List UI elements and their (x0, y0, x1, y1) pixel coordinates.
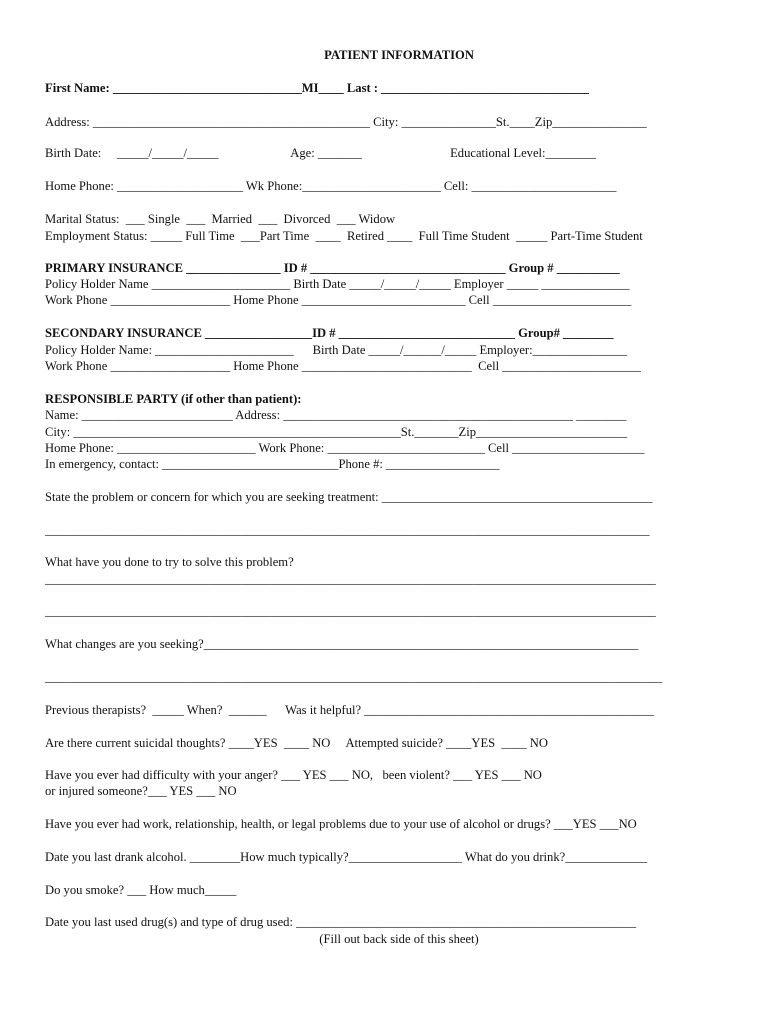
page-title: PATIENT INFORMATION (324, 48, 474, 62)
last-drug-use-line: Date you last used drug(s) and type of drug used: ______________________________________________________ (45, 915, 637, 929)
primary-phone-line: Work Phone ___________________ Home Phone __________________________ Cell ______________________ (45, 293, 632, 307)
anger-question-line: Have you ever had difficulty with your anger? ___ YES ___ NO, been violent? ___ YES ___ NO (45, 768, 542, 782)
phone-line: Home Phone: ____________________ Wk Phone:______________________ Cell: _______________________ (45, 179, 617, 193)
responsible-party-heading: RESPONSIBLE PARTY (if other than patient): (45, 392, 302, 406)
marital-status-line: Marital Status: ___ Single ___ Married ___ Divorced ___ Widow (45, 212, 396, 226)
suicidal-thoughts-line: Are there current suicidal thoughts? ____YES ____ NO Attempted suicide? ____YES ____ NO (45, 736, 548, 750)
problem-question: State the problem or concern for which you are seeking treatment: ___________________________________________ (45, 490, 653, 504)
problem-answer-blank: ________________________________________________________________________________________________ (45, 523, 650, 537)
responsible-phone-line: Home Phone: ______________________ Work Phone: _________________________ Cell _____________________ (45, 441, 645, 455)
responsible-name-line: Name: ________________________ Address: ______________________________________________ ________ (45, 408, 627, 422)
last-drank-line: Date you last drank alcohol. ________How much typically?__________________ What do you drink?_____________ (45, 850, 648, 864)
changes-answer-blank: __________________________________________________________________________________________________ (45, 670, 663, 684)
solve-answer-blank-1: _________________________________________________________________________________________________ (45, 572, 656, 586)
secondary-policy-holder-line: Policy Holder Name: ______________________ Birth Date _____/______/_____ Employer:_______________ (45, 343, 628, 357)
primary-insurance-heading: PRIMARY INSURANCE _______________ ID # _______________________________ Group # __________ (45, 261, 620, 275)
address-line: Address: ____________________________________________ City: _______________St.____Zip_______________ (45, 115, 647, 129)
solve-answer-blank-2: _________________________________________________________________________________________________ (45, 604, 656, 618)
first-name-line: First Name: ______________________________MI____ Last : _________________________________ (45, 81, 589, 95)
smoke-line: Do you smoke? ___ How much_____ (45, 883, 237, 897)
secondary-phone-line: Work Phone ___________________ Home Phone ___________________________ Cell ______________________ (45, 359, 641, 373)
previous-therapists-line: Previous therapists? _____ When? ______ Was it helpful? ______________________________________________ (45, 703, 654, 717)
emergency-contact-line: In emergency, contact: ____________________________Phone #: __________________ (45, 457, 500, 471)
birth-date-line: Birth Date: _____/_____/_____ Age: _______ Educational Level:________ (45, 146, 596, 160)
alcohol-problems-line: Have you ever had work, relationship, health, or legal problems due to your use of alcohol or drugs? ___YES ___NO (45, 817, 637, 831)
back-side-note: (Fill out back side of this sheet) (319, 932, 479, 946)
employment-status-line: Employment Status: _____ Full Time ___Part Time ____ Retired ____ Full Time Student _____ Part-Time Student (45, 229, 643, 243)
changes-question: What changes are you seeking?_____________________________________________________________________ (45, 637, 639, 651)
primary-policy-holder-line: Policy Holder Name ______________________ Birth Date _____/_____/_____ Employer _____ ______________ (45, 277, 630, 291)
injured-someone-line: or injured someone?___ YES ___ NO (45, 784, 237, 798)
responsible-city-line: City: ____________________________________________________St._______Zip________________________ (45, 425, 628, 439)
secondary-insurance-heading: SECONDARY INSURANCE _________________ID # ____________________________ Group# ________ (45, 326, 614, 340)
solve-question: What have you done to try to solve this problem? (45, 555, 294, 569)
